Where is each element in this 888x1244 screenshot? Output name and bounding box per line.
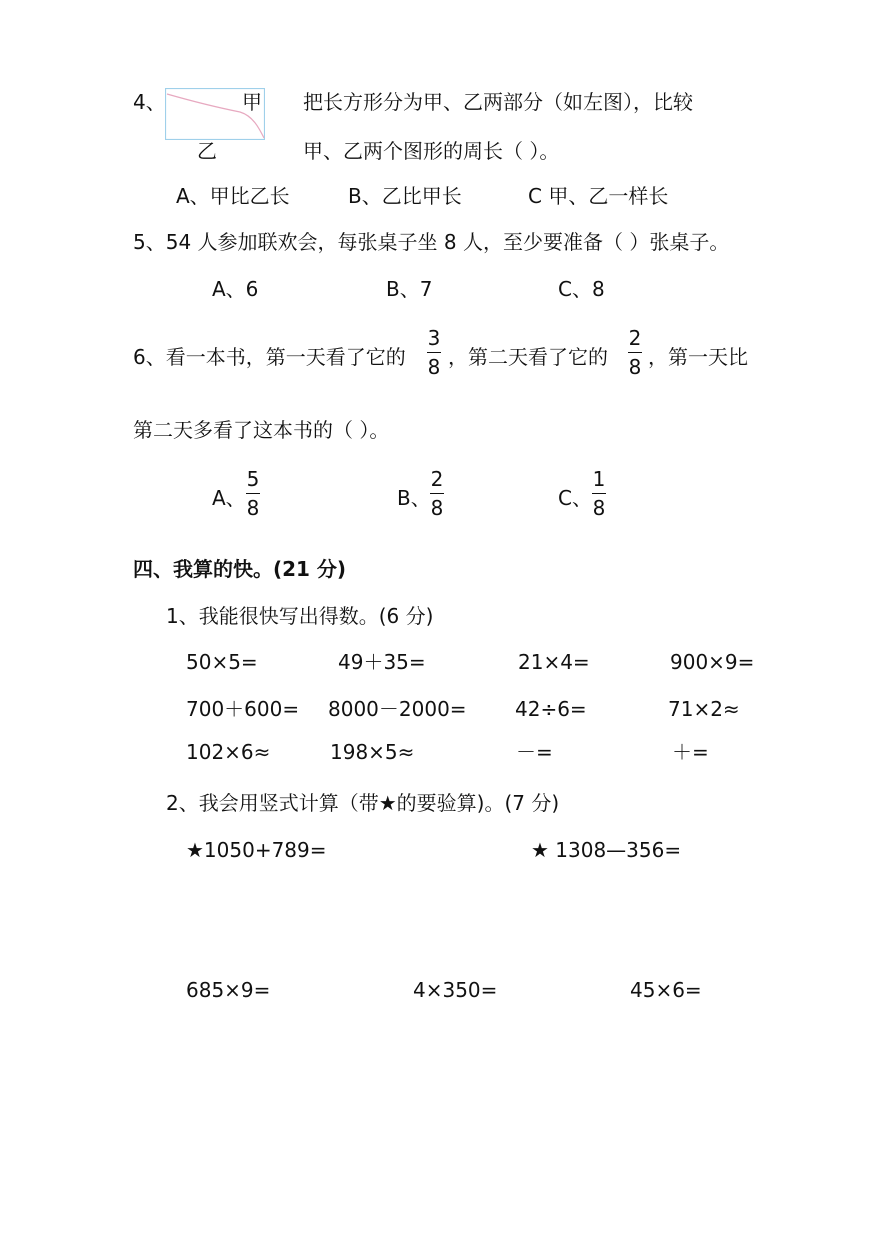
calc-r2-c2: 8000－2000= [328,697,467,721]
q5-option-c: C、8 [558,277,605,301]
fraction-numerator: 2 [628,326,642,350]
q5-option-a: A、6 [212,277,259,301]
fraction-denominator: 8 [427,355,441,379]
q6-option-b-fraction [428,468,446,519]
calc-r3-c2: 198×5≈ [330,740,415,764]
fraction-bar [430,493,444,494]
fraction-bar [246,493,260,494]
q4-line2: 甲、乙两个图形的周长（ ）。 [303,139,560,163]
calc-r3-c3: －= [516,740,553,764]
q6-fraction-2 [626,327,644,378]
q4-number: 4、 [133,90,166,114]
fraction-numerator: 1 [592,467,606,491]
fraction-numerator: 5 [246,467,260,491]
q5-option-b: B、7 [386,277,433,301]
calc-r3-c4: ＋= [672,740,709,764]
calc-r1-c2: 49＋35= [338,650,426,674]
label-yi: 乙 [197,139,217,163]
q6-line2: 第二天多看了这本书的（ ）。 [133,418,390,442]
calc-r2-c1: 700＋600= [186,697,300,721]
fraction-denominator: 8 [246,496,260,520]
fraction-numerator: 3 [427,326,441,350]
fraction-denominator: 8 [592,496,606,520]
calc-r1-c1: 50×5= [186,650,258,674]
fraction-numerator: 2 [430,467,444,491]
q5-text: 5、54 人参加联欢会，每张桌子坐 8 人，至少要准备（ ）张桌子。 [133,230,730,254]
q4-option-c: C 甲、乙一样长 [528,184,669,208]
vertical-calc-5: 45×6= [630,978,702,1002]
q4-option-b: B、乙比甲长 [348,184,462,208]
fraction-bar [592,493,606,494]
q6-fraction-1 [425,327,443,378]
q6-option-c-prefix: C、 [558,486,592,510]
calc-r2-c3: 42÷6= [515,697,587,721]
q4-option-a: A、甲比乙长 [176,184,290,208]
fraction-denominator: 8 [430,496,444,520]
fraction-bar [427,352,441,353]
vertical-calc-3: 685×9= [186,978,271,1002]
vertical-calc-4: 4×350= [413,978,498,1002]
q6-option-a-fraction [244,468,262,519]
label-jia: 甲 [242,90,262,114]
fraction-denominator: 8 [628,355,642,379]
fraction-bar [628,352,642,353]
section4-heading: 四、我算的快。(21 分) [133,557,347,581]
q6-part3: ，第一天比 [648,345,748,369]
calc-r3-c1: 102×6≈ [186,740,271,764]
calc-r1-c4: 900×9= [670,650,755,674]
q6-option-a-prefix: A、 [212,486,246,510]
vertical-calc-1: ★1050+789= [186,838,327,862]
q6-part2: ，第二天看了它的 [448,345,608,369]
calc-r2-c4: 71×2≈ [668,697,740,721]
q6-part1: 6、看一本书，第一天看了它的 [133,345,406,369]
sub2-title: 2、我会用竖式计算（带★的要验算)。(7 分) [166,791,560,815]
calc-r1-c3: 21×4= [518,650,590,674]
q4-line1: 把长方形分为甲、乙两部分（如左图），比较 [303,90,693,114]
sub1-title: 1、我能很快写出得数。(6 分) [166,604,434,628]
vertical-calc-2: ★ 1308—356= [531,838,682,862]
q6-option-b-prefix: B、 [397,486,431,510]
q6-option-c-fraction [590,468,608,519]
